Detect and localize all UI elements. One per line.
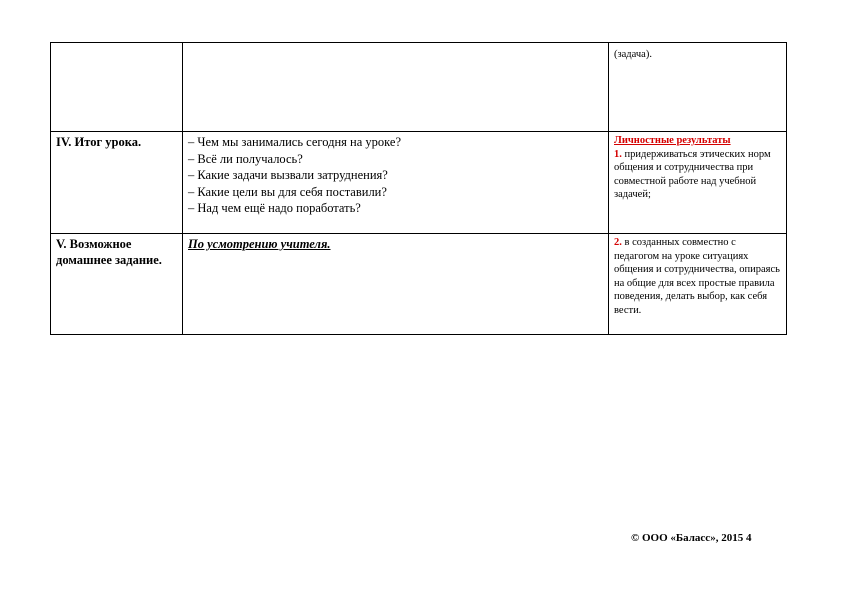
table-row: [51, 43, 787, 132]
content-cell: [183, 132, 609, 234]
result-number: 2.: [614, 237, 622, 248]
stage-cell: [51, 132, 183, 234]
results-block: [614, 236, 781, 317]
homework-text: По усмотрению учителя.: [188, 237, 331, 251]
page-footer: © ООО «Баласс», 2015 4: [631, 532, 752, 544]
result-number: 1.: [614, 148, 622, 160]
results-cell: [609, 43, 787, 132]
content-cell: [183, 43, 609, 132]
content-cell: [183, 234, 609, 335]
results-cell: [609, 132, 787, 234]
stage-title: IV. Итог урока.: [56, 135, 142, 149]
results-cell: [609, 234, 787, 335]
list-item: – Всё ли получалось?: [188, 151, 303, 166]
stage-title: V. Возможное домашнее задание.: [56, 237, 162, 267]
list-item: – Какие цели вы для себя поставили?: [188, 184, 387, 199]
lesson-table: [50, 42, 787, 335]
results-block: [614, 134, 781, 202]
results-title: Личностные результаты: [614, 135, 731, 146]
stage-cell: [51, 234, 183, 335]
list-item: – Чем мы занимались сегодня на уроке?: [188, 135, 402, 149]
list-item: – Над чем ещё надо поработать?: [188, 201, 361, 215]
question-list: [188, 134, 603, 217]
results-text: (задача).: [614, 49, 652, 60]
result-text: в созданных совместно с педагогом на уроке ситуациях общения и сотрудничества, опираясь на общие для всех простые правила поведения, делать выбор, как себя вести.: [614, 237, 780, 316]
stage-cell: [51, 43, 183, 132]
table-row: [51, 132, 787, 234]
result-text: придерживаться этических норм общения и сотрудничества при совместной работе над учебной задачей;: [614, 148, 771, 200]
table-row: [51, 234, 787, 335]
list-item: – Какие задачи вызвали затруднения?: [188, 168, 388, 182]
